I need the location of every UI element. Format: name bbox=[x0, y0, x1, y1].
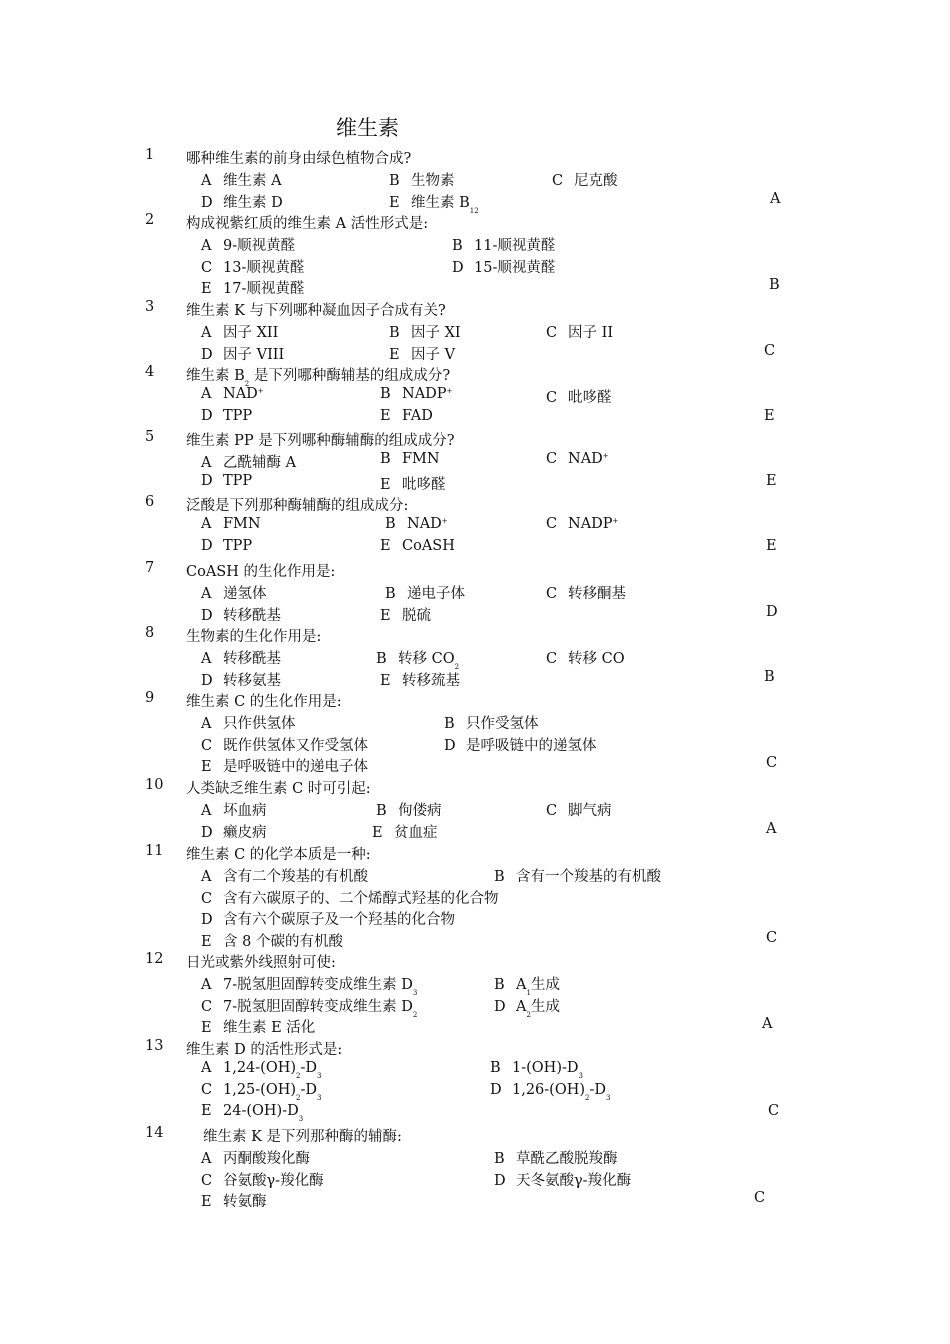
option-a[interactable] bbox=[201, 451, 296, 472]
option-text: 转移氨基 bbox=[223, 672, 281, 689]
option-text: 草酰乙酸脱羧酶 bbox=[516, 1150, 618, 1167]
answer-key: E bbox=[764, 407, 775, 424]
option-text: 是呼吸链中的递氢体 bbox=[466, 737, 597, 754]
option-subscript: 3 bbox=[606, 1093, 611, 1102]
option-b[interactable] bbox=[444, 712, 539, 733]
option-b[interactable] bbox=[494, 1147, 618, 1168]
option-letter: B bbox=[385, 585, 396, 602]
option-subscript: 3 bbox=[317, 1093, 322, 1102]
option-letter: C bbox=[546, 515, 558, 532]
option-letter: D bbox=[452, 259, 464, 276]
option-text: 既作供氢体又作受氢体 bbox=[223, 737, 368, 754]
option-letter: A bbox=[201, 454, 212, 471]
answer-key: C bbox=[754, 1190, 766, 1207]
option-subscript: 1 bbox=[526, 988, 531, 997]
question-text bbox=[186, 951, 336, 972]
option-e[interactable] bbox=[372, 821, 438, 842]
question-text-main: 维生素 C 的生化作用是: bbox=[186, 694, 342, 710]
option-letter: D bbox=[201, 472, 213, 489]
option-letter: B bbox=[385, 515, 396, 532]
option-letter: C bbox=[546, 389, 558, 406]
option-text: NADP bbox=[568, 515, 613, 532]
option-letter: D bbox=[201, 194, 213, 211]
answer-key: E bbox=[766, 472, 777, 489]
option-letter: A bbox=[201, 385, 212, 402]
option-letter: A bbox=[201, 515, 212, 532]
option-text: 生物素 bbox=[411, 172, 455, 189]
option-letter: E bbox=[201, 1194, 212, 1211]
option-a[interactable] bbox=[201, 516, 261, 532]
option-subscript: 3 bbox=[298, 1115, 304, 1124]
question-number: 5 bbox=[145, 429, 155, 445]
option-letter: E bbox=[201, 1103, 212, 1120]
option-c[interactable] bbox=[201, 1169, 324, 1190]
option-letter: E bbox=[201, 759, 212, 776]
option-subscript: 3 bbox=[317, 1071, 322, 1080]
option-b[interactable] bbox=[385, 582, 465, 603]
option-text: 维生素 A bbox=[223, 172, 282, 189]
option-b[interactable] bbox=[380, 386, 452, 402]
option-letter: E bbox=[380, 537, 391, 554]
option-a[interactable] bbox=[201, 865, 368, 886]
option-text: 丙酮酸羧化酶 bbox=[223, 1150, 310, 1167]
option-c[interactable] bbox=[201, 995, 418, 1019]
option-letter: C bbox=[201, 1172, 213, 1189]
option-text: 因子 XII bbox=[223, 324, 279, 341]
option-d[interactable] bbox=[494, 1169, 631, 1190]
option-text-rest: -D bbox=[589, 1081, 607, 1098]
option-letter: D bbox=[201, 672, 213, 689]
question-text-main: 生物素的生化作用是: bbox=[186, 629, 322, 645]
option-a[interactable] bbox=[201, 582, 267, 603]
question-text bbox=[186, 147, 411, 168]
option-superscript: + bbox=[257, 386, 264, 395]
question-text-main: 哪种维生素的前身由绿色植物合成? bbox=[186, 151, 412, 167]
option-text: 因子 II bbox=[568, 324, 614, 341]
option-letter: E bbox=[389, 346, 400, 363]
question-text-main: 维生素 D 的活性形式是: bbox=[186, 1042, 343, 1058]
option-letter: B bbox=[452, 237, 463, 254]
question-text-subscript: 2 bbox=[244, 380, 250, 388]
option-letter: E bbox=[389, 194, 400, 211]
answer-key: C bbox=[766, 755, 778, 772]
option-b[interactable] bbox=[389, 321, 461, 342]
option-b[interactable] bbox=[376, 647, 460, 671]
option-c[interactable] bbox=[546, 386, 612, 407]
option-d[interactable] bbox=[201, 473, 252, 489]
option-b[interactable] bbox=[490, 1059, 583, 1080]
answer-key: C bbox=[764, 342, 776, 359]
option-letter: E bbox=[201, 1020, 212, 1037]
option-subscript: 2 bbox=[296, 1093, 301, 1102]
option-text: 脱硫 bbox=[402, 607, 431, 624]
option-letter: D bbox=[201, 537, 213, 554]
option-c[interactable] bbox=[552, 169, 618, 190]
option-letter: C bbox=[201, 890, 213, 907]
option-text: 含 8 个碳的有机酸 bbox=[223, 934, 343, 951]
answer-key: A bbox=[770, 190, 781, 207]
option-text: 维生素 B bbox=[411, 194, 470, 211]
question-number: 6 bbox=[145, 494, 155, 510]
question-number: 10 bbox=[145, 777, 164, 793]
option-b[interactable] bbox=[494, 973, 560, 997]
question-text bbox=[186, 364, 451, 388]
option-letter: A bbox=[201, 976, 212, 993]
option-d[interactable] bbox=[201, 604, 281, 625]
option-letter: C bbox=[546, 585, 558, 602]
option-letter: E bbox=[380, 476, 391, 493]
option-d[interactable] bbox=[444, 734, 597, 755]
option-letter: E bbox=[201, 934, 212, 951]
option-text-rest: -D bbox=[300, 1081, 318, 1098]
option-text: 脚气病 bbox=[568, 802, 612, 819]
option-text: FMN bbox=[223, 515, 261, 532]
option-letter: D bbox=[444, 737, 456, 754]
option-subscript: 2 bbox=[412, 1010, 418, 1019]
question-text-main: 泛酸是下列那种酶辅酶的组成成分: bbox=[186, 498, 409, 514]
option-text: 1,25-(OH) bbox=[223, 1081, 297, 1098]
option-d[interactable] bbox=[201, 908, 455, 929]
option-text: 转移酰基 bbox=[223, 607, 281, 624]
question-text bbox=[186, 690, 342, 711]
question-text bbox=[186, 625, 321, 646]
option-text: NAD bbox=[568, 450, 603, 467]
option-letter: D bbox=[201, 824, 213, 841]
question-number: 3 bbox=[145, 299, 155, 315]
option-e[interactable] bbox=[380, 538, 455, 554]
option-letter: A bbox=[201, 715, 212, 732]
option-letter: E bbox=[380, 407, 391, 424]
question-number: 11 bbox=[145, 843, 164, 859]
option-b[interactable] bbox=[452, 234, 555, 255]
option-text: 11-顺视黄醛 bbox=[474, 237, 556, 254]
option-c[interactable] bbox=[546, 321, 613, 342]
option-text: 7-脱氢胆固醇转变成维生素 D bbox=[223, 976, 413, 993]
option-letter: C bbox=[201, 737, 213, 754]
option-text: FAD bbox=[402, 407, 433, 424]
option-text: 乙酰辅酶 A bbox=[223, 454, 297, 471]
option-subscript: 2 bbox=[454, 662, 460, 671]
option-letter: D bbox=[494, 998, 506, 1015]
option-text-rest: 生成 bbox=[530, 976, 560, 993]
option-c[interactable] bbox=[546, 582, 626, 603]
option-text: NADP bbox=[402, 385, 447, 402]
question-number: 2 bbox=[145, 212, 155, 228]
question-text bbox=[203, 1125, 402, 1146]
option-text: 癞皮病 bbox=[223, 824, 267, 841]
option-c[interactable] bbox=[546, 799, 612, 820]
option-letter: B bbox=[380, 385, 391, 402]
option-b[interactable] bbox=[376, 799, 442, 820]
option-letter: B bbox=[490, 1059, 501, 1076]
option-text: 转移酮基 bbox=[568, 585, 626, 602]
option-text: 含有一个羧基的有机酸 bbox=[516, 868, 661, 885]
option-subscript: 3 bbox=[412, 988, 418, 997]
option-text: 佝偻病 bbox=[398, 802, 442, 819]
question-text bbox=[186, 560, 335, 581]
option-letter: A bbox=[201, 650, 212, 667]
option-c[interactable] bbox=[546, 516, 618, 532]
question-text-main: 维生素 K 与下列哪种凝血因子合成有关? bbox=[186, 303, 446, 319]
option-d[interactable] bbox=[201, 669, 281, 690]
option-letter: B bbox=[389, 324, 400, 341]
option-text: 1-(OH)-D bbox=[512, 1059, 579, 1076]
option-text: 谷氨酸γ-羧化酶 bbox=[223, 1172, 324, 1189]
question-text bbox=[186, 1038, 342, 1059]
option-c[interactable] bbox=[201, 734, 368, 755]
option-e[interactable] bbox=[380, 408, 433, 424]
question-text-main: CoASH 的生化作用是: bbox=[186, 564, 336, 580]
question-number: 7 bbox=[145, 560, 155, 576]
option-letter: B bbox=[494, 1150, 505, 1167]
option-text: TPP bbox=[223, 407, 253, 424]
question-number: 4 bbox=[145, 364, 155, 380]
option-c[interactable] bbox=[201, 1081, 322, 1102]
option-text: 转移巯基 bbox=[402, 672, 460, 689]
option-text: 递电子体 bbox=[407, 585, 465, 602]
option-text: 转氨酶 bbox=[223, 1194, 267, 1211]
option-b[interactable] bbox=[494, 865, 661, 886]
question-text bbox=[186, 843, 371, 864]
question-number: 8 bbox=[145, 625, 155, 641]
option-a[interactable] bbox=[201, 799, 267, 820]
option-e[interactable] bbox=[201, 1103, 304, 1124]
option-letter: D bbox=[490, 1081, 502, 1098]
option-a[interactable] bbox=[201, 321, 278, 342]
option-e[interactable] bbox=[201, 277, 304, 298]
option-e[interactable] bbox=[380, 669, 460, 690]
option-letter: C bbox=[552, 172, 564, 189]
option-letter: B bbox=[376, 802, 387, 819]
option-letter: D bbox=[201, 912, 213, 929]
page-title: 维生素 bbox=[336, 116, 399, 140]
option-e[interactable] bbox=[201, 755, 368, 776]
answer-key: C bbox=[768, 1103, 780, 1120]
question-text bbox=[186, 212, 428, 233]
option-letter: C bbox=[201, 1081, 213, 1098]
option-a[interactable] bbox=[201, 169, 282, 190]
question-text-main: 构成视紫红质的维生素 A 活性形式是: bbox=[186, 216, 429, 232]
option-a[interactable] bbox=[201, 386, 264, 402]
question-text bbox=[186, 429, 455, 450]
option-text: 坏血病 bbox=[223, 802, 267, 819]
option-text: 贫血症 bbox=[394, 824, 438, 841]
option-text: 含有六个碳原子及一个羟基的化合物 bbox=[223, 912, 455, 929]
option-superscript: + bbox=[602, 451, 609, 460]
option-letter: A bbox=[201, 802, 212, 819]
option-letter: E bbox=[372, 824, 383, 841]
option-letter: A bbox=[201, 1059, 212, 1076]
option-text: NAD bbox=[223, 385, 258, 402]
option-letter: C bbox=[201, 998, 213, 1015]
option-text: 24-(OH)-D bbox=[223, 1103, 299, 1120]
answer-key: B bbox=[764, 668, 775, 685]
question-text bbox=[186, 299, 446, 320]
option-letter: A bbox=[201, 1150, 212, 1167]
question-text bbox=[186, 494, 408, 515]
question-number: 14 bbox=[145, 1125, 164, 1141]
option-c[interactable] bbox=[201, 256, 304, 277]
option-text: A bbox=[516, 976, 527, 993]
question-text-main: 人类缺乏维生素 C 时可引起: bbox=[186, 781, 371, 797]
question-text-rest: 是下列哪种酶辅基的组成成分? bbox=[249, 368, 451, 384]
option-e[interactable] bbox=[380, 473, 446, 494]
option-a[interactable] bbox=[201, 1147, 310, 1168]
option-letter: E bbox=[201, 281, 212, 298]
option-d[interactable] bbox=[201, 821, 267, 842]
option-a[interactable] bbox=[201, 1059, 322, 1080]
option-subscript: 3 bbox=[578, 1071, 583, 1080]
option-d[interactable] bbox=[490, 1081, 611, 1102]
option-letter: C bbox=[201, 259, 213, 276]
option-text: 转移酰基 bbox=[223, 650, 281, 667]
question-text-main: 维生素 K 是下列那种酶的辅酶: bbox=[203, 1129, 402, 1145]
option-text: 吡哆醛 bbox=[568, 389, 612, 406]
answer-key: B bbox=[769, 277, 780, 294]
option-c[interactable] bbox=[201, 887, 499, 908]
question-text-main: 日光或紫外线照射可使: bbox=[186, 955, 336, 971]
option-text: 含有六碳原子的、二个烯醇式羟基的化合物 bbox=[223, 890, 499, 907]
option-text: 15-顺视黄醛 bbox=[474, 259, 556, 276]
option-b[interactable] bbox=[389, 169, 455, 190]
answer-key: A bbox=[766, 820, 777, 837]
question-text-main: 维生素 PP 是下列哪种酶辅酶的组成成分? bbox=[186, 433, 455, 449]
option-text: 转移 CO bbox=[568, 650, 625, 667]
option-a[interactable] bbox=[201, 973, 418, 997]
option-text: 7-脱氢胆固醇转变成维生素 D bbox=[223, 998, 413, 1015]
option-text: 13-顺视黄醛 bbox=[223, 259, 305, 276]
option-text: 1,24-(OH) bbox=[223, 1059, 297, 1076]
option-text: FMN bbox=[402, 450, 440, 467]
option-letter: A bbox=[201, 172, 212, 189]
answer-key: E bbox=[766, 537, 777, 554]
option-letter: D bbox=[201, 407, 213, 424]
question-text-main: 维生素 B bbox=[186, 368, 245, 384]
option-letter: D bbox=[201, 607, 213, 624]
option-letter: D bbox=[494, 1172, 506, 1189]
option-b[interactable] bbox=[380, 451, 440, 467]
option-e[interactable] bbox=[380, 604, 431, 625]
option-text: 尼克酸 bbox=[574, 172, 618, 189]
option-text: TPP bbox=[223, 472, 253, 489]
option-letter: B bbox=[494, 868, 505, 885]
option-text: 转移 CO bbox=[398, 650, 455, 667]
option-letter: E bbox=[380, 607, 391, 624]
option-subscript: 2 bbox=[526, 1010, 531, 1019]
option-d[interactable] bbox=[452, 256, 555, 277]
option-c[interactable] bbox=[546, 451, 609, 467]
option-subscript: 2 bbox=[296, 1071, 301, 1080]
option-e[interactable] bbox=[201, 1016, 315, 1037]
option-letter: B bbox=[380, 450, 391, 467]
option-text: NAD bbox=[407, 515, 442, 532]
option-e[interactable] bbox=[201, 930, 343, 951]
option-text: A bbox=[516, 998, 527, 1015]
option-text: 因子 V bbox=[411, 346, 456, 363]
option-superscript: + bbox=[612, 516, 619, 525]
option-d[interactable] bbox=[201, 343, 284, 364]
option-e[interactable] bbox=[201, 1190, 267, 1211]
option-subscript: 2 bbox=[585, 1093, 590, 1102]
option-a[interactable] bbox=[201, 712, 296, 733]
option-a[interactable] bbox=[201, 234, 295, 255]
option-text: 9-顺视黄醛 bbox=[223, 237, 296, 254]
answer-key: D bbox=[766, 603, 778, 620]
option-superscript: + bbox=[441, 516, 448, 525]
option-text: CoASH bbox=[402, 537, 455, 554]
option-letter: A bbox=[201, 585, 212, 602]
option-d[interactable] bbox=[494, 995, 560, 1019]
option-e[interactable] bbox=[389, 343, 455, 364]
option-text: 只作供氢体 bbox=[223, 715, 296, 732]
option-letter: B bbox=[494, 976, 505, 993]
question-text bbox=[186, 777, 371, 798]
question-number: 1 bbox=[145, 147, 155, 163]
answer-key: C bbox=[766, 930, 778, 947]
option-superscript: + bbox=[446, 386, 453, 395]
option-d[interactable] bbox=[201, 538, 252, 554]
option-d[interactable] bbox=[201, 408, 252, 424]
option-text: 只作受氢体 bbox=[466, 715, 539, 732]
question-text-main: 维生素 C 的化学本质是一种: bbox=[186, 847, 371, 863]
option-text: 含有二个羧基的有机酸 bbox=[223, 868, 368, 885]
question-number: 9 bbox=[145, 690, 155, 706]
option-text: 因子 XI bbox=[411, 324, 461, 341]
option-text: 因子 VIII bbox=[223, 346, 285, 363]
option-text: TPP bbox=[223, 537, 253, 554]
option-letter: C bbox=[546, 450, 558, 467]
option-letter: D bbox=[201, 346, 213, 363]
option-subscript: 12 bbox=[469, 206, 479, 215]
option-text: 是呼吸链中的递电子体 bbox=[223, 759, 368, 776]
option-text: 递氢体 bbox=[223, 585, 267, 602]
option-letter: A bbox=[201, 324, 212, 341]
option-text-rest: 生成 bbox=[530, 998, 560, 1015]
option-letter: C bbox=[546, 324, 558, 341]
option-text: 1,26-(OH) bbox=[512, 1081, 586, 1098]
option-letter: A bbox=[201, 237, 212, 254]
option-text: 17-顺视黄醛 bbox=[223, 281, 305, 298]
question-number: 13 bbox=[145, 1038, 164, 1054]
option-a[interactable] bbox=[201, 647, 281, 668]
question-number: 12 bbox=[145, 951, 164, 967]
option-text: 维生素 D bbox=[223, 194, 283, 211]
option-b[interactable] bbox=[385, 516, 448, 532]
option-text: 维生素 E 活化 bbox=[223, 1020, 316, 1037]
option-d[interactable] bbox=[201, 191, 283, 212]
option-letter: C bbox=[546, 650, 558, 667]
option-text: 天冬氨酸γ-羧化酶 bbox=[516, 1172, 632, 1189]
option-letter: B bbox=[389, 172, 400, 189]
option-c[interactable] bbox=[546, 647, 625, 668]
option-e[interactable] bbox=[389, 191, 479, 215]
option-text: 吡哆醛 bbox=[402, 476, 446, 493]
option-text-rest: -D bbox=[300, 1059, 318, 1076]
option-letter: C bbox=[546, 802, 558, 819]
option-letter: B bbox=[376, 650, 387, 667]
option-letter: B bbox=[444, 715, 455, 732]
option-letter: A bbox=[201, 868, 212, 885]
answer-key: A bbox=[762, 1016, 773, 1033]
option-letter: E bbox=[380, 672, 391, 689]
